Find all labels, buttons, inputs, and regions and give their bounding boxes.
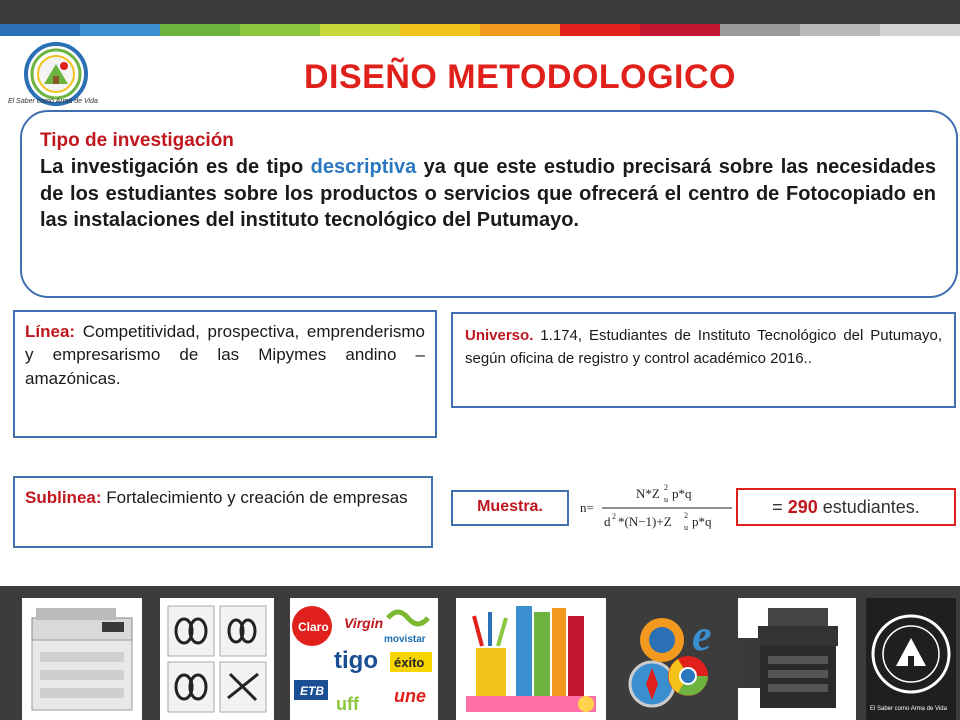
color-stripe-8 [640,24,720,36]
universo-label: Universo. [465,327,534,344]
brand-claro: Claro [298,620,329,634]
brand-tigo: tigo [334,647,378,674]
brand-virgin: Virgin [344,615,384,631]
color-stripe-7 [560,24,640,36]
linea-text: Competitividad, prospectiva, emprenderismo y empresarismo de las Mipymes andino –amazónicas. [25,322,425,388]
color-stripe-2 [160,24,240,36]
photocopier-image [22,598,142,720]
color-stripe-bar [0,24,960,36]
formula-lhs: n= [580,500,594,515]
color-stripe-9 [720,24,800,36]
sample-size-formula [578,478,734,538]
result-unit: estudiantes. [817,497,920,517]
institute-seal-image [866,598,956,720]
telecom-brands-image [290,598,438,720]
color-stripe-10 [800,24,880,36]
research-type-text-post: ya que este estudio precisará sobre las necesidades de los estudiantes sobre los productos o servicios que ofrecerá el centro de Fotocopiado en las instalaciones del instituto tecnológico del Putumayo. [40,156,937,232]
brand-uff: uff [336,694,359,714]
sample-result-box [736,488,956,526]
universo-box [451,312,956,408]
formula-den-a: d [604,514,611,529]
color-stripe-4 [320,24,400,36]
formula-den-tail: p*q [692,514,712,529]
formula-den-sub: u [684,523,688,532]
color-stripe-0 [0,24,80,36]
result-value: 290 [787,497,818,517]
formula-den-sup-b: 2 [684,511,688,520]
research-type-heading: Tipo de investigación [40,130,234,151]
research-type-text-pre: La investigación es de tipo [40,156,311,178]
formula-den-b: *(N−1)+Z [618,514,672,529]
svg-text:e: e [692,611,712,660]
linea-box [13,310,437,438]
formula-den-sup-a: 2 [612,512,616,521]
color-stripe-11 [880,24,960,36]
formula-numerator: N*Z [636,486,660,501]
muestra-box [451,490,569,526]
binding-spirals-image [160,598,274,720]
formula-num-sub: u [664,495,668,504]
seal-motto: El Saber como Arma de Vida [870,706,947,712]
brand-une: une [394,686,427,706]
color-stripe-5 [400,24,480,36]
school-supplies-image [456,598,606,720]
brand-etb: ETB [300,684,324,698]
page-title: DISEÑO METODOLOGICO [303,58,736,96]
formula-num-sup: 2 [664,483,668,492]
color-stripe-1 [80,24,160,36]
top-band [0,0,960,24]
logo-motto: El Saber como Arma de Vida [8,98,98,105]
brand-movistar: movistar [384,634,426,645]
linea-label: Línea: [25,322,76,341]
research-type-box [20,110,958,298]
multifunction-printer-image [738,598,856,720]
sublinea-box [13,476,433,548]
muestra-label: Muestra. [477,498,543,515]
color-stripe-3 [240,24,320,36]
sublinea-text: Fortalecimiento y creación de empresas [101,488,408,507]
research-type-text [40,154,936,234]
color-stripe-6 [480,24,560,36]
sublinea-label: Sublinea: [25,488,102,507]
research-type-highlight: descriptiva [310,156,417,178]
web-browsers-image [622,598,726,720]
formula-numerator-tail: p*q [672,486,692,501]
universo-text: 1.174, Estudiantes de Instituto Tecnológico del Putumayo, según oficina de registro y control académico 2016.. [465,327,942,368]
brand-exito: éxito [394,655,425,670]
result-eq: = [772,497,788,517]
